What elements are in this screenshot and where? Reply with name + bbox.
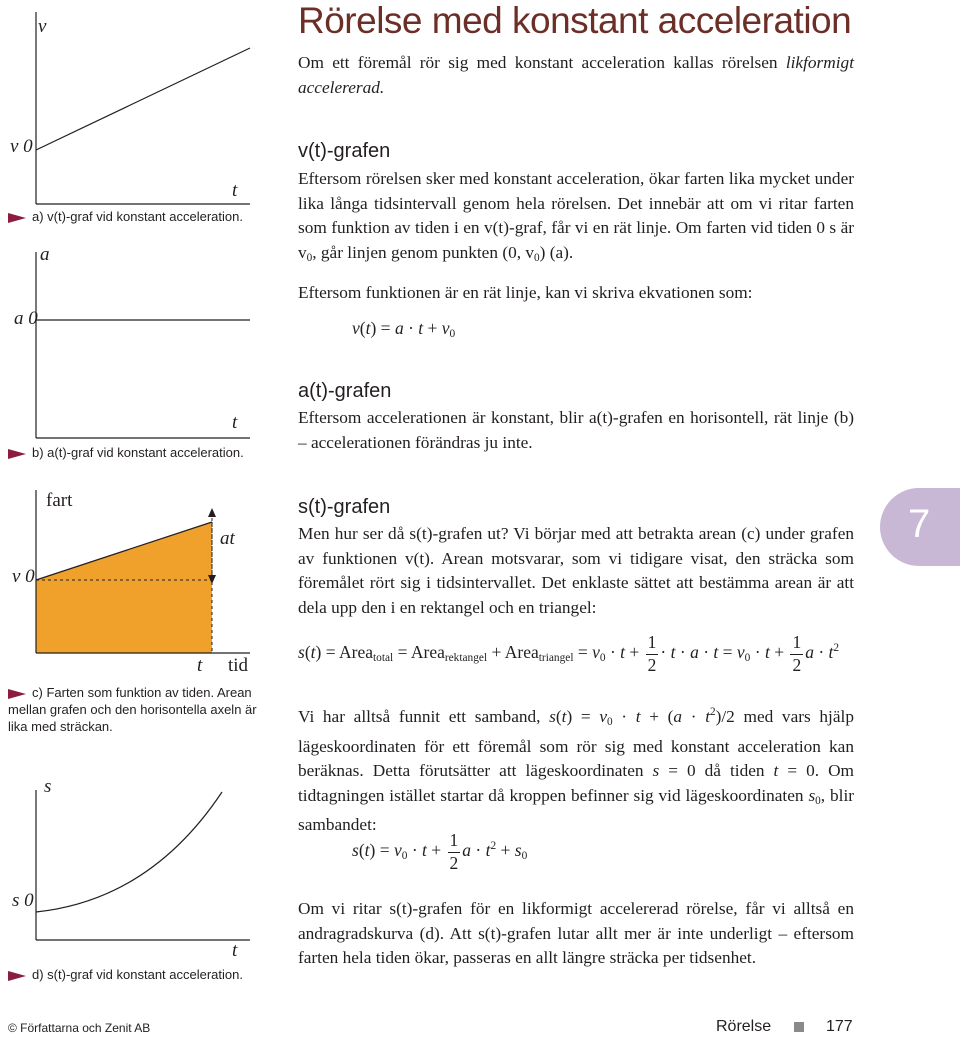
graph-d-xlabel: t [232, 940, 238, 961]
vt-heading: v(t)-grafen [298, 140, 391, 162]
graph-c [36, 490, 250, 653]
area-fill [36, 522, 212, 653]
page-number: 177 [826, 1018, 853, 1035]
caption-marker-icon [8, 971, 26, 981]
intro-paragraph: Om ett föremål rör sig med konstant acceleration kallas rörelsen likformigt accelererad. [298, 53, 854, 97]
st-paragraph-3: Om vi ritar s(t)-grafen för en likformigt accelererad rörelse, får vi alltså en andragradskurva (d). Att s(t)-grafen lutar allt mer är inte underligt – eftersom farten hela tiden ökar, passeras en allt längre sträcka per tidsenhet. [298, 899, 854, 967]
graph-a-line [36, 48, 250, 150]
graph-b-xlabel: t [232, 412, 238, 433]
caption-b: b) a(t)-graf vid konstant acceleration. [8, 444, 278, 461]
caption-marker-icon [8, 213, 26, 223]
caption-marker-icon [8, 689, 26, 699]
caption-d: d) s(t)-graf vid konstant acceleration. [8, 966, 278, 983]
footer-section: Rörelse [716, 1018, 772, 1035]
graph-a [36, 12, 250, 204]
at-paragraph: Eftersom accelerationen är konstant, blir a(t)-grafen en horisontell, rät linje (b) – accelerationen förändras ju inte. [298, 408, 854, 452]
st-equation-2: $s(t) = v_0 \cdot t$ + $\frac{1}{2}$ $a \cdot t^2 + s_0$ [352, 830, 528, 873]
footer-square-icon [794, 1022, 804, 1032]
graph-c-xlabel: tid [228, 655, 249, 676]
st-paragraph-1: Men hur ser då s(t)-grafen ut? Vi börjar med att betrakta arean (c) under grafen av funktionen v(t). Arean motsvarar, som vi tidigare visat, den sträcka som föremålet rört sig i tidsintervallet. Det enklaste sättet att bestämma arean är att dela upp den i en rektangel och en triangel: [298, 524, 854, 617]
graph-c-ylabel: fart [46, 490, 73, 511]
vt-equation: $v(t) = a \cdot t + v_0$ [352, 318, 456, 340]
caption-a: a) v(t)-graf vid konstant acceleration. [8, 208, 278, 225]
graph-a-xlabel: t [232, 180, 238, 201]
graph-d-ylabel: s [44, 776, 52, 797]
graph-a-ylabel: v [38, 16, 47, 37]
graph-b-ylabel: a [40, 244, 50, 265]
page-title: Rörelse med konstant acceleration [298, 0, 852, 41]
vt-paragraph-1: Eftersom rörelsen sker med konstant acceleration, ökar farten lika mycket under lika långa tidsintervall genom hela rörelsen. Det innebär att om vi ritar farten som funktion av tiden i en v(t)-graf, får vi en rät linje. Om farten vid tiden 0 s är $v_0$, går linjen genom punkten (0, $v_0$) (a). [298, 169, 854, 264]
graph-d [36, 790, 250, 940]
caption-c: c) Farten som funktion av tiden. Arean mellan grafen och den horisontella axeln är lika med sträckan. [8, 685, 257, 734]
at-heading: a(t)-grafen [298, 380, 392, 402]
chapter-number: 7 [908, 502, 931, 546]
graph-a-v0-label: v 0 [10, 136, 33, 157]
vt-paragraph-2: Eftersom funktionen är en rät linje, kan vi skriva ekvationen som: [298, 283, 753, 302]
footer-copyright: © Författarna och Zenit AB [8, 1021, 151, 1035]
st-equation-1: s(t) = Area$_{total}$ = Area$_{rektangel}$ + Area$_{triangel}$ = $v_0 \cdot t$ + $\frac{1}{2}$ · $t \cdot a \cdot t = v_0 \cdot t$ + $\frac{1}{2}$ $a \cdot t^2$ [298, 632, 840, 675]
graph-b-a0-label: a 0 [14, 308, 38, 329]
st-paragraph-2: Vi har alltså funnit ett samband, $s(t) = v_0 \cdot t + (a \cdot t^2)/2$ med vars hjälp lägeskoordinaten för ett föremål som rör sig med konstant acceleration kan beräknas. Detta förutsätter att lägeskoordinaten s = 0 då tiden t = 0. Om tidtagningen istället startar då kroppen befinner sig vid lägeskoordinaten $s_0$, blir sambandet: [298, 706, 855, 834]
graph-b [36, 252, 250, 438]
caption-marker-icon [8, 449, 26, 459]
graph-c-v0-label: v 0 [12, 566, 35, 587]
graph-d-curve [36, 792, 222, 912]
graph-d-s0-label: s 0 [12, 890, 34, 911]
graph-c-t-label: t [197, 655, 203, 676]
graph-c-at-label: at [220, 528, 235, 549]
st-heading: s(t)-grafen [298, 496, 391, 518]
chapter-tab [880, 488, 960, 566]
